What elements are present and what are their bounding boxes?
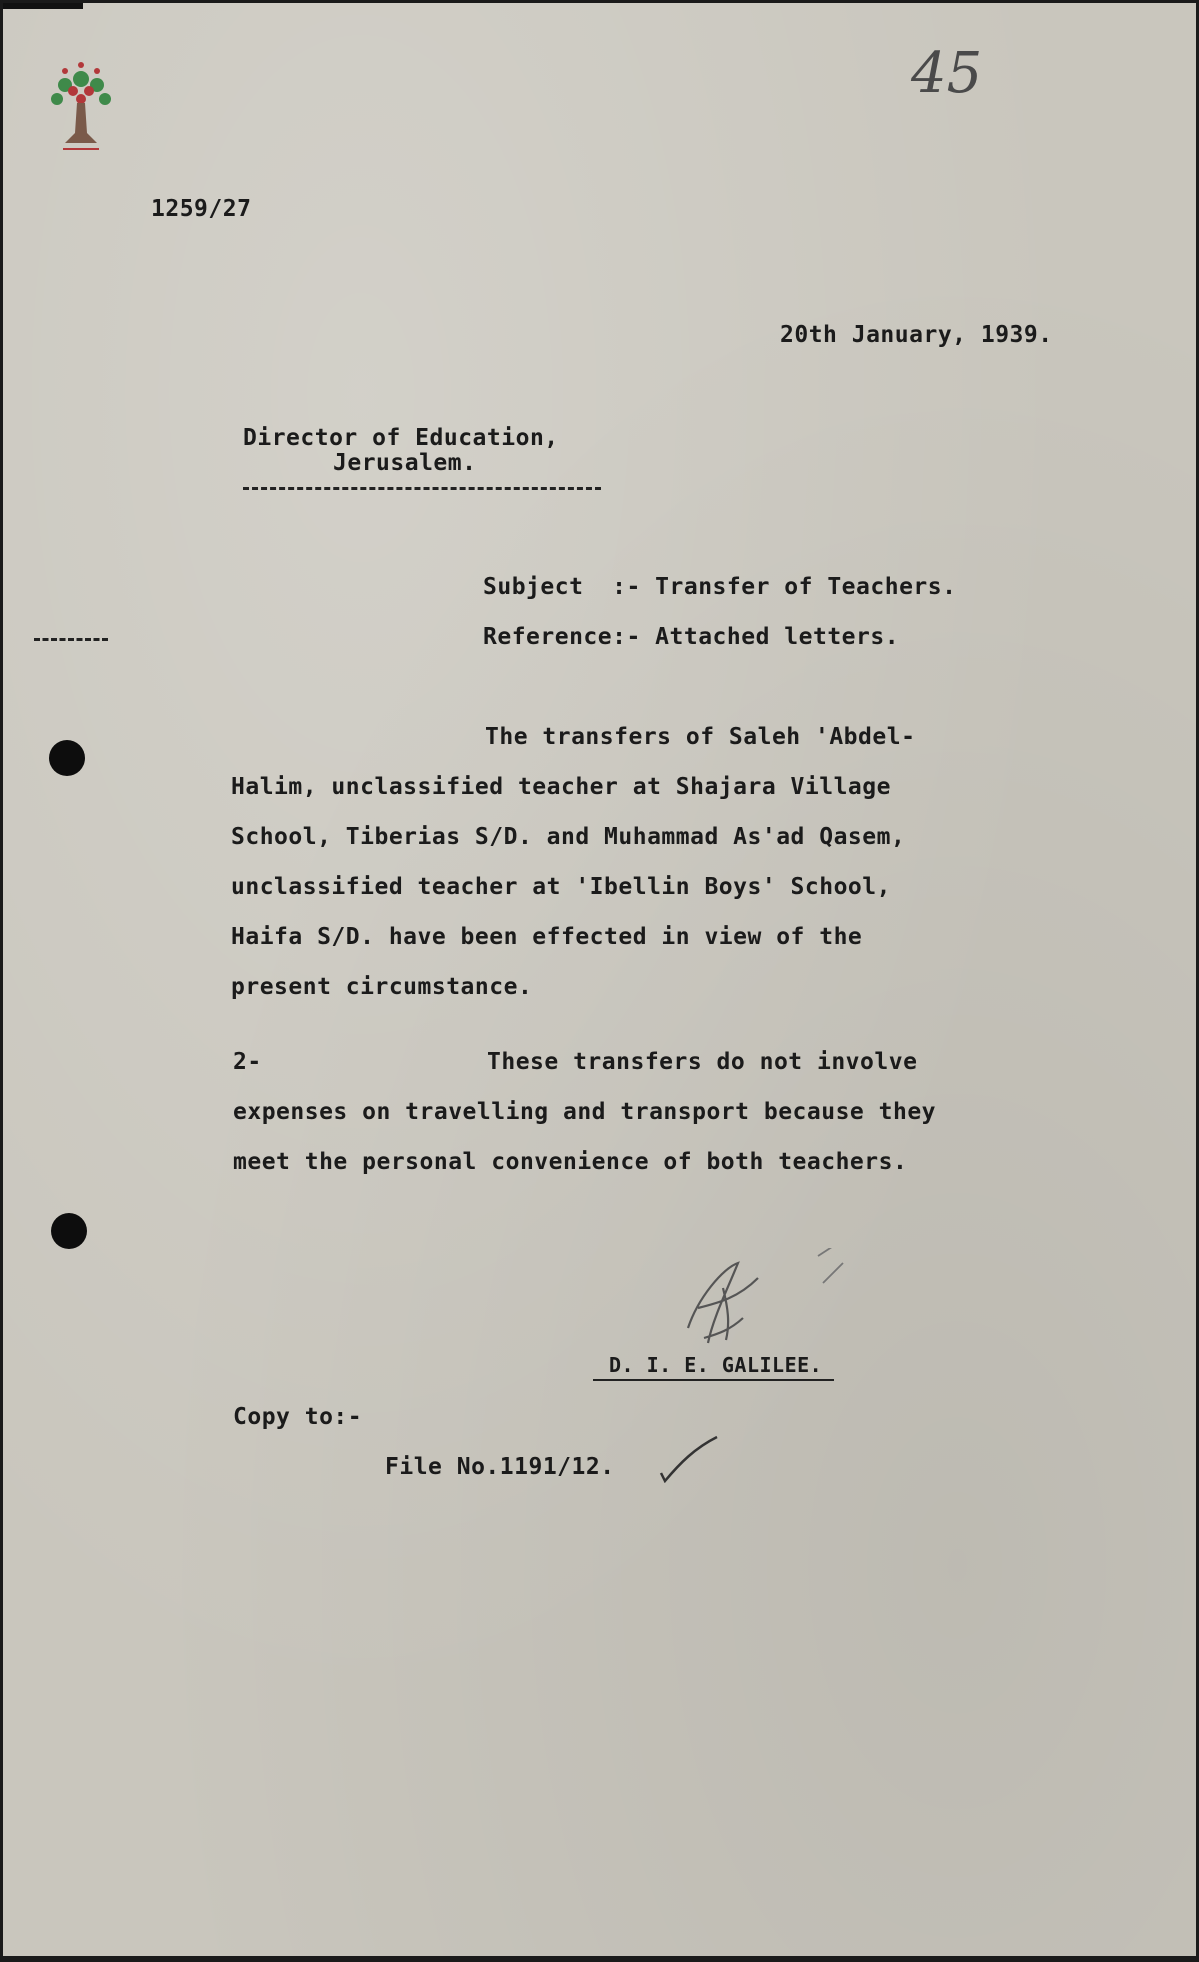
checkmark-icon — [655, 1433, 725, 1483]
punch-hole-bottom — [51, 1213, 87, 1249]
para1-line-4: unclassified teacher at 'Ibellin Boys' School, — [231, 874, 891, 900]
reference-line: Reference:- Attached letters. — [483, 624, 900, 650]
para2-line-1: These transfers do not involve — [487, 1049, 918, 1075]
addressee-line-1: Director of Education, — [243, 425, 559, 451]
copy-to-file: File No.1191/12. — [385, 1454, 615, 1480]
document-page — [3, 3, 1196, 1956]
para1-line-1: The transfers of Saleh 'Abdel- — [485, 724, 916, 750]
margin-dash — [34, 638, 108, 641]
para2-line-2: expenses on travelling and transport because they — [233, 1099, 937, 1125]
para1-line-2: Halim, unclassified teacher at Shajara Village — [231, 774, 891, 800]
para1-line-3: School, Tiberias S/D. and Muhammad As'ad Qasem, — [231, 824, 906, 850]
scan-edge — [3, 3, 83, 9]
subject-line: Subject :- Transfer of Teachers. — [483, 574, 957, 600]
archive-tree-logo — [41, 55, 121, 155]
para1-line-6: present circumstance. — [231, 974, 533, 1000]
letter-date: 20th January, 1939. — [780, 322, 1053, 348]
addressee-line-2: Jerusalem. — [333, 450, 477, 476]
copy-to-label: Copy to:- — [233, 1404, 363, 1430]
para1-line-5: Haifa S/D. have been effected in view of the — [231, 924, 863, 950]
para2-line-3: meet the personal convenience of both teachers. — [233, 1149, 908, 1175]
addressee-rule — [243, 487, 601, 490]
handwritten-signature — [668, 1248, 868, 1348]
punch-hole-top — [49, 740, 85, 776]
page-number: 45 — [911, 41, 983, 106]
signatory-name: D. I. E. GALILEE. — [593, 1351, 834, 1381]
reference-number: 1259/27 — [151, 196, 252, 222]
para2-number: 2- — [233, 1049, 262, 1075]
